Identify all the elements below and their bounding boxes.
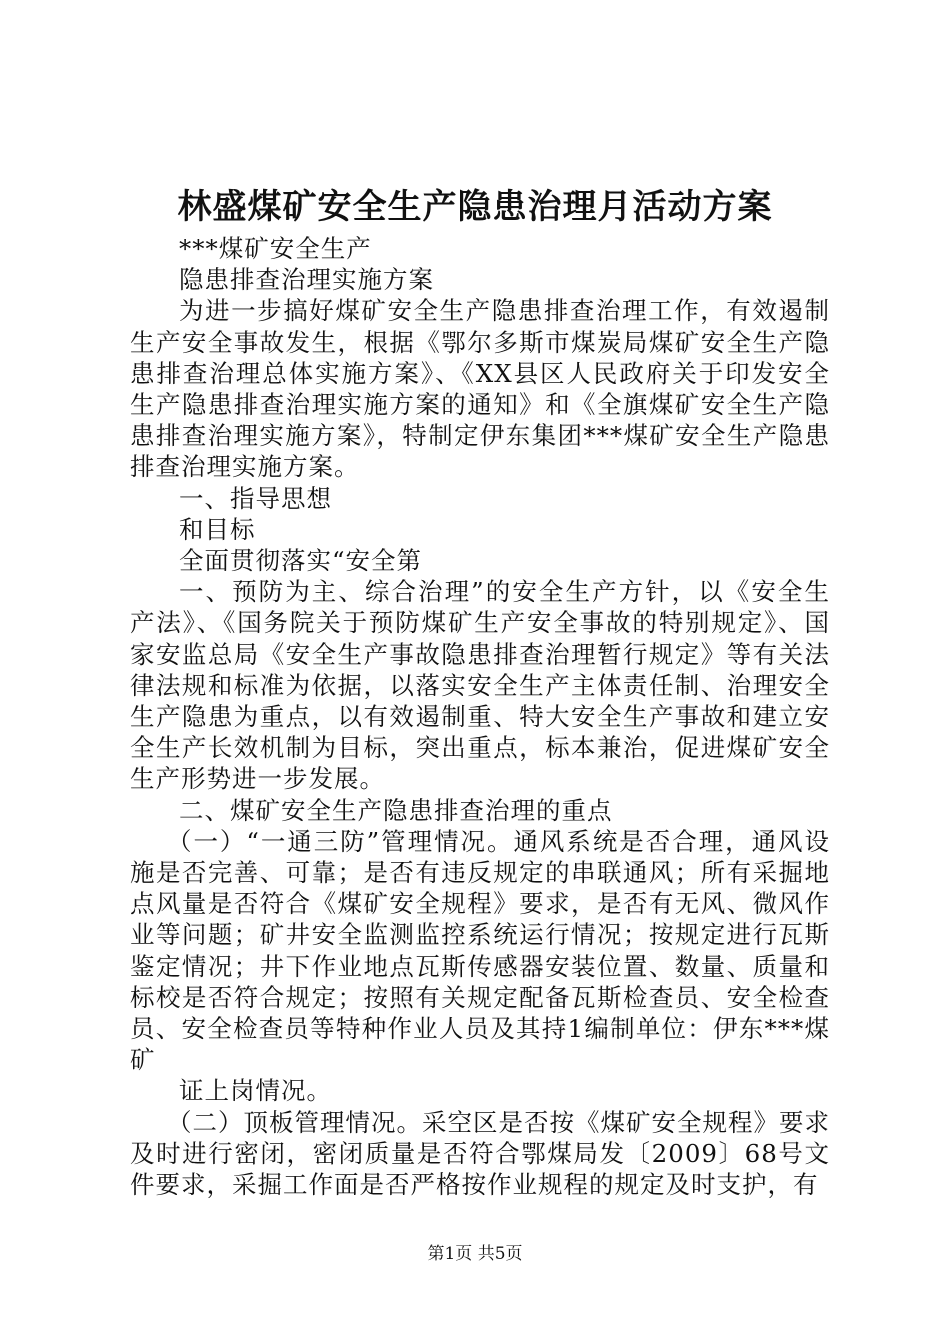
- section-heading-1: 一、指导思想: [179, 483, 332, 513]
- paragraph-heading-line-2: 隐患排查治理实施方案: [179, 265, 434, 295]
- paragraph-guideline-start: 全面贯彻落实“安全第: [179, 546, 423, 576]
- paragraph-roof-management: （二）顶板管理情况。采空区是否按《煤矿安全规程》要求及时进行密闭，密闭质量是否符合鄂煤局发〔2009〕68号文件要求，采掘工作面是否严格按作业规程的规定及时支护，有: [130, 1107, 830, 1200]
- paragraph-ventilation: （一）“一通三防”管理情况。通风系统是否合理，通风设施是否完善、可靠；是否有违反规定的串联通风；所有采掘地点风量是否符合《煤矿安全规程》要求，是否有无风、微风作业等问题；矿井安全监测监控系统运行情况；按规定进行瓦斯鉴定情况；井下作业地点瓦斯传感器安装位置、数量、质量和标校是否符合规定；按照有关规定配备瓦斯检查员、安全检查员、安全检查员等特种作业人员及其持1编制单位：伊东***煤矿: [130, 826, 830, 1075]
- paragraph-intro: 为进一步搞好煤矿安全生产隐患排查治理工作，有效遏制生产安全事故发生，根据《鄂尔多斯市煤炭局煤矿安全生产隐患排查治理总体实施方案》、《XX县区人民政府关于印发安全生产隐患排查治理实施方案的通知》和《全旗煤矿安全生产隐患排查治理实施方案》，特制定伊东集团***煤矿安全生产隐患排查治理实施方案。: [130, 296, 830, 482]
- paragraph-guideline: 一、预防为主、综合治理”的安全生产方针，以《安全生产法》、《国务院关于预防煤矿生产安全事故的特别规定》、国家安监总局《安全生产事故隐患排查治理暂行规定》等有关法律法规和标准为依据，以落实安全生产主体责任制、治理安全生产隐患为重点，以有效遏制重、特大安全生产事故和建立安全生产长效机制为目标，突出重点，标本兼治，促进煤矿安全生产形势进一步发展。: [130, 577, 830, 794]
- document-title: 林盛煤矿安全生产隐患治理月活动方案: [177, 187, 773, 227]
- paragraph-heading-line-1: ***煤矿安全生产: [179, 234, 372, 263]
- section-heading-1-continued: 和目标: [179, 514, 256, 544]
- paragraph-certification: 证上岗情况。: [179, 1076, 332, 1106]
- document-body: [130, 233, 830, 1200]
- section-heading-2: 二、煤矿安全生产隐患排查治理的重点: [179, 795, 613, 825]
- page-number-footer: 第1页 共5页: [427, 1244, 523, 1264]
